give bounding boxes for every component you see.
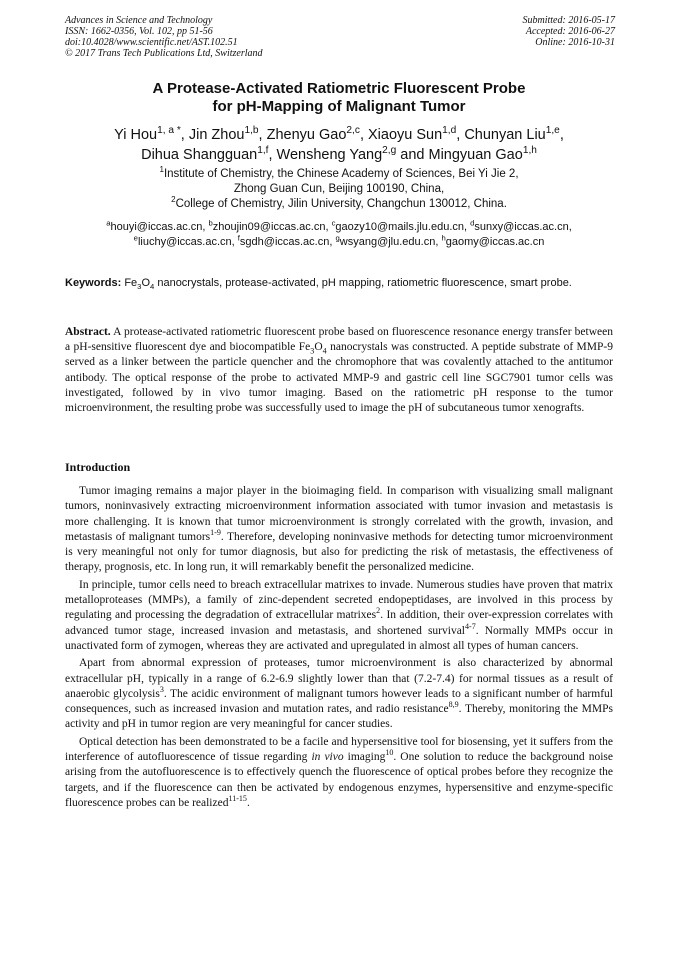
paper-title — [0, 80, 678, 116]
abstract-label: Abstract. — [65, 326, 111, 338]
email-sup: b — [208, 218, 213, 228]
abstract-sub: 4 — [322, 346, 327, 356]
affil-sup: 1 — [159, 165, 164, 175]
email-sup: h — [441, 233, 446, 243]
author-sup: 2,c — [346, 125, 360, 137]
citation: 3 — [159, 685, 164, 695]
abstract-text: A protease-activated ratiometric fluorescent probe based on fluorescence resonance energy transfer between a pH-sensitive fluorescent dye and biocompatible Fe — [65, 326, 613, 354]
kw-sub: 4 — [150, 282, 155, 292]
citation: 1-9 — [210, 528, 221, 538]
para-text: imaging — [343, 751, 386, 764]
paragraph — [65, 656, 613, 732]
kw-sub: 3 — [137, 282, 142, 292]
para-text: . The acidic environment of malignant tumors however leads to a significant number of harmful consequences, such as increased invasion and mutation rates, and radio resistance — [65, 687, 613, 716]
copyright: © 2017 Trans Tech Publications Ltd, Switzerland — [65, 48, 263, 59]
email-sup: c — [331, 218, 336, 228]
email-sup: a — [106, 218, 111, 228]
email-sup: d — [470, 218, 475, 228]
kw-text: Fe — [124, 277, 138, 289]
email-link[interactable]: sgdh@iccas.ac.cn — [239, 236, 330, 248]
italic-term: in vivo — [311, 751, 344, 764]
abstract-sub: 3 — [310, 346, 315, 356]
affiliation-1-line-1: Institute of Chemistry, the Chinese Academy of Sciences, Bei Yi Jie 2, — [163, 168, 519, 180]
author: Chunyan Liu — [464, 127, 546, 143]
email-list: $^a$houyi@iccas.ac.cn, $^b$zhoujin09@iccas.ac.cn, $^c$gaozy10@mails.jlu.edu.cn, $^d$sunxy@iccas.ac.cn, $^e$liuchy@iccas.ac.cn, $^f$sgdh@iccas.ac.cn, $^g$wsyang@jlu.edu.cn, $^h$gaomy@iccas.ac.cn — [106, 218, 572, 248]
author-sup: 2,g — [382, 145, 397, 157]
affiliations — [0, 167, 678, 212]
issn: ISSN: 1662-0356, Vol. 102, pp 51-56 — [65, 26, 213, 37]
email-sup: e — [133, 233, 138, 243]
online-date: Online: 2016-10-31 — [535, 37, 615, 48]
para-text: Optical detection has been demonstrated to be a facile and hypersensitive tool for biosensing, yet it suffers from the interference of autofluorescence of tissue regarding — [65, 735, 613, 764]
affil-sup: 2 — [171, 195, 176, 205]
paragraph — [65, 484, 613, 576]
abstract-text: nanocrystals was constructed. A peptide substrate of MMP-9 served as a linker between the particle quencher and the chromophore that was covalently attached to the antitumor antibody. The optical response of the probe to activated MMP-9 and gastric cell line SGC7901 tumor cells was investigated, followed by in vivo tumor imaging. Based on the ratiometric pH response to the tumor microenvironment, the resulting probe was successfully used to image the pH of subcutaneous tumor xenografts. — [65, 341, 613, 415]
author: Mingyuan Gao — [428, 147, 523, 163]
keywords — [65, 276, 613, 290]
author-sup: 1,h — [522, 145, 537, 157]
citation: 4-7 — [465, 621, 476, 631]
title-line-1: A Protease-Activated Ratiometric Fluorescent Probe — [152, 80, 526, 97]
author-sup: 1, a * — [157, 125, 181, 137]
paragraph — [65, 578, 613, 654]
doi: doi:10.4028/www.scientific.net/AST.102.51 — [65, 37, 238, 48]
email-link[interactable]: gaomy@iccas.ac.cn — [445, 236, 545, 248]
section-heading-introduction: Introduction — [65, 460, 131, 474]
email-link[interactable]: zhoujin09@iccas.ac.cn — [212, 221, 326, 233]
email-sup: g — [335, 233, 340, 243]
kw-text: O — [141, 277, 150, 289]
author: Wensheng Yang — [276, 147, 383, 163]
email-link[interactable]: gaozy10@mails.jlu.edu.cn — [335, 221, 464, 233]
abstract-text: O — [314, 341, 323, 354]
dates-info — [523, 15, 616, 48]
para-text: . In addition, their over-expression correlates with advanced tumor stage, increased invasion and metastasis, and shortened survival — [65, 609, 613, 637]
para-text: . Thereby, monitoring the MMPs activity and pH in tumor region are very meaningful for cancer studies. — [65, 703, 613, 731]
citation: 11-15 — [228, 794, 247, 804]
author: Xiaoyu Sun — [368, 127, 443, 143]
email-link[interactable]: sunxy@iccas.ac.cn — [474, 221, 569, 233]
affiliation-2: College of Chemistry, Jilin University, Changchun 130012, China. — [175, 198, 507, 210]
para-text: . Therefore, developing noninvasive methods for detecting tumor microenvironment is very meaningful not only for tumor diagnosis, but also for predicting the risk of metastasis, the effectiveness of therapy, prognosis, etc. In long run, it will remarkably benefit the personalized medicine. — [65, 530, 613, 574]
para-text: . Normally MMPs occur in unactivated form of zymogen, whereas they are activated and upregulated in almost all types of human cancers. — [65, 624, 613, 652]
para-text: In principle, tumor cells need to breach extracellular matrixes to invade. Numerous studies have proven that matrix metalloproteases (MMPs), a family of zinc-dependent secreted endopeptidases, are involved in this process by regulating and processing the degradation of extracellular matrixes — [65, 578, 613, 622]
accepted-date: Accepted: 2016-06-27 — [525, 26, 615, 37]
abstract — [65, 325, 613, 416]
submitted-date: Submitted: 2016-05-17 — [522, 15, 615, 26]
keywords-label: Keywords: — [65, 277, 122, 289]
citation: 8,9 — [448, 700, 459, 710]
email-link[interactable]: houyi@iccas.ac.cn — [110, 221, 203, 233]
para-text: . One solution to reduce the background noise arising from the autofluorescence is to effectively quench the fluorescence of optical probes before they recognize the targets, and if the fluorescence can then be activated by endogenous enzymes, hypersensitive and enzyme-specific fluorescence probes can be realized — [65, 751, 613, 809]
author-sup: 1,e — [545, 125, 560, 137]
title-line-2: for pH-Mapping of Malignant Tumor — [212, 98, 466, 115]
journal-name: Advances in Science and Technology — [65, 15, 213, 26]
author-list: Yi Hou$^{1, a *}$, Jin Zhou$^{1,b}$, Zhenyu Gao$^{2,c}$, Xiaoyu Sun$^{1,d}$, Chunyan Liu$^{1,e}$, Dihua Shangguan$^{1,f}$, Wensheng Yang$^{2,g}$ and Mingyuan Gao$^{1,h}$ — [114, 125, 564, 163]
author: Dihua Shangguan — [141, 147, 258, 163]
author: Yi Hou — [114, 127, 158, 143]
paragraph — [65, 735, 613, 811]
email-link[interactable]: wsyang@jlu.edu.cn — [339, 236, 436, 248]
author-sup: 1,b — [244, 125, 259, 137]
email-sup: f — [237, 233, 240, 243]
citation: 2 — [376, 606, 381, 616]
para-text: Tumor imaging remains a major player in the bioimaging field. In comparison with visualizing small malignant tumors, noninvasively extracting microenvironment information associated with tumor invasion and metastasis is more challenging. It is known that tumor microenvironment is strongly correlated with the growth, invasion, and metastasis of malignant tumors — [65, 485, 613, 543]
author: Zhenyu Gao — [266, 127, 347, 143]
kw-text: nanocrystals, protease-activated, pH mapping, ratiometric fluorescence, smart probe. — [154, 277, 572, 289]
citation: 10 — [385, 748, 394, 758]
author-sup: 1,d — [442, 125, 457, 137]
author-sup: 1,f — [257, 145, 269, 157]
affiliation-1-line-2: Zhong Guan Cun, Beijing 100190, China, — [233, 183, 445, 195]
author: Jin Zhou — [188, 127, 245, 143]
para-text: Apart from abnormal expression of proteases, tumor microenvironment is also characterized by abnormal extracellular pH, typically in a range of 6.2-6.9 slightly lower than that (7.2-7.4) for normal tissues as a result of anaerobic glycolysis — [65, 657, 613, 700]
journal-info — [65, 15, 263, 59]
para-text: . — [246, 796, 250, 809]
introduction-body — [65, 484, 613, 813]
email-link[interactable]: liuchy@iccas.ac.cn — [137, 236, 232, 248]
